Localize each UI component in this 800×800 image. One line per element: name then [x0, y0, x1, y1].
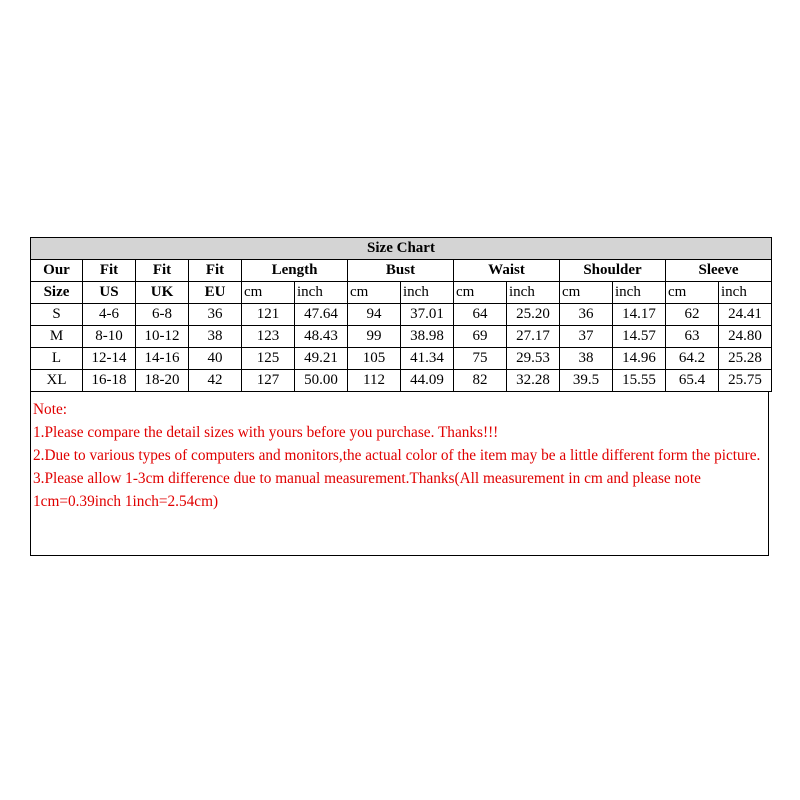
cell-eu: 40: [189, 348, 242, 370]
header-length: Length: [242, 260, 348, 282]
cell-bust-cm: 94: [348, 304, 401, 326]
table-row: [31, 326, 772, 348]
cell-length-inch: 48.43: [295, 326, 348, 348]
cell-length-inch: 50.00: [295, 370, 348, 392]
cell-us: 4-6: [83, 304, 136, 326]
cell-eu: 38: [189, 326, 242, 348]
table-row: [31, 348, 772, 370]
cell-waist-cm: 82: [454, 370, 507, 392]
cell-us: 8-10: [83, 326, 136, 348]
cell-sleeve-inch: 24.80: [719, 326, 772, 348]
cell-sleeve-inch: 24.41: [719, 304, 772, 326]
unit-cm: cm: [454, 282, 507, 304]
header-shoulder: Shoulder: [560, 260, 666, 282]
cell-us: 12-14: [83, 348, 136, 370]
unit-inch: inch: [613, 282, 666, 304]
header-fit-uk: Fit: [136, 260, 189, 282]
cell-uk: 6-8: [136, 304, 189, 326]
header-fit-us-sub: US: [83, 282, 136, 304]
cell-eu: 42: [189, 370, 242, 392]
cell-shoulder-cm: 38: [560, 348, 613, 370]
note-line-1: 1.Please compare the detail sizes with yours before you purchase. Thanks!!!: [33, 424, 499, 441]
cell-waist-cm: 69: [454, 326, 507, 348]
cell-size: XL: [31, 370, 83, 392]
cell-sleeve-inch: 25.28: [719, 348, 772, 370]
cell-bust-inch: 37.01: [401, 304, 454, 326]
cell-bust-cm: 105: [348, 348, 401, 370]
cell-size: L: [31, 348, 83, 370]
cell-shoulder-inch: 15.55: [613, 370, 666, 392]
header-size: Our: [31, 260, 83, 282]
cell-sleeve-cm: 62: [666, 304, 719, 326]
cell-length-cm: 123: [242, 326, 295, 348]
size-chart: [30, 237, 769, 556]
cell-uk: 18-20: [136, 370, 189, 392]
cell-bust-cm: 99: [348, 326, 401, 348]
header-fit-eu-sub: EU: [189, 282, 242, 304]
cell-length-inch: 49.21: [295, 348, 348, 370]
cell-sleeve-cm: 65.4: [666, 370, 719, 392]
table-row: [31, 304, 772, 326]
cell-waist-cm: 64: [454, 304, 507, 326]
cell-waist-inch: 29.53: [507, 348, 560, 370]
header-size-sub: Size: [31, 282, 83, 304]
cell-shoulder-cm: 39.5: [560, 370, 613, 392]
unit-cm: cm: [560, 282, 613, 304]
cell-uk: 10-12: [136, 326, 189, 348]
unit-cm: cm: [666, 282, 719, 304]
cell-shoulder-cm: 37: [560, 326, 613, 348]
cell-uk: 14-16: [136, 348, 189, 370]
cell-length-inch: 47.64: [295, 304, 348, 326]
unit-inch: inch: [507, 282, 560, 304]
unit-inch: inch: [719, 282, 772, 304]
cell-bust-inch: 44.09: [401, 370, 454, 392]
cell-length-cm: 125: [242, 348, 295, 370]
cell-length-cm: 127: [242, 370, 295, 392]
cell-waist-inch: 32.28: [507, 370, 560, 392]
cell-sleeve-inch: 25.75: [719, 370, 772, 392]
cell-size: M: [31, 326, 83, 348]
chart-title: Size Chart: [31, 238, 772, 260]
note-heading: Note:: [33, 401, 67, 418]
cell-waist-cm: 75: [454, 348, 507, 370]
cell-sleeve-cm: 63: [666, 326, 719, 348]
cell-waist-inch: 25.20: [507, 304, 560, 326]
unit-cm: cm: [242, 282, 295, 304]
cell-length-cm: 121: [242, 304, 295, 326]
cell-shoulder-inch: 14.96: [613, 348, 666, 370]
cell-size: S: [31, 304, 83, 326]
header-fit-uk-sub: UK: [136, 282, 189, 304]
header-fit-us: Fit: [83, 260, 136, 282]
cell-bust-inch: 38.98: [401, 326, 454, 348]
cell-bust-cm: 112: [348, 370, 401, 392]
cell-waist-inch: 27.17: [507, 326, 560, 348]
cell-shoulder-inch: 14.57: [613, 326, 666, 348]
table-row: [31, 370, 772, 392]
header-waist: Waist: [454, 260, 560, 282]
unit-inch: inch: [401, 282, 454, 304]
cell-sleeve-cm: 64.2: [666, 348, 719, 370]
cell-bust-inch: 41.34: [401, 348, 454, 370]
unit-cm: cm: [348, 282, 401, 304]
unit-inch: inch: [295, 282, 348, 304]
header-bust: Bust: [348, 260, 454, 282]
notes-box: [30, 392, 769, 556]
size-table: [30, 237, 772, 392]
header-sleeve: Sleeve: [666, 260, 772, 282]
cell-shoulder-inch: 14.17: [613, 304, 666, 326]
header-fit-eu: Fit: [189, 260, 242, 282]
note-line-3: 3.Please allow 1-3cm difference due to manual measurement.Thanks(All measurement in cm and please note 1cm=0.39inch 1inch=2.54cm): [33, 470, 701, 510]
cell-shoulder-cm: 36: [560, 304, 613, 326]
note-line-2: 2.Due to various types of computers and monitors,the actual color of the item may be a little different form the picture.: [33, 447, 761, 464]
cell-eu: 36: [189, 304, 242, 326]
cell-us: 16-18: [83, 370, 136, 392]
